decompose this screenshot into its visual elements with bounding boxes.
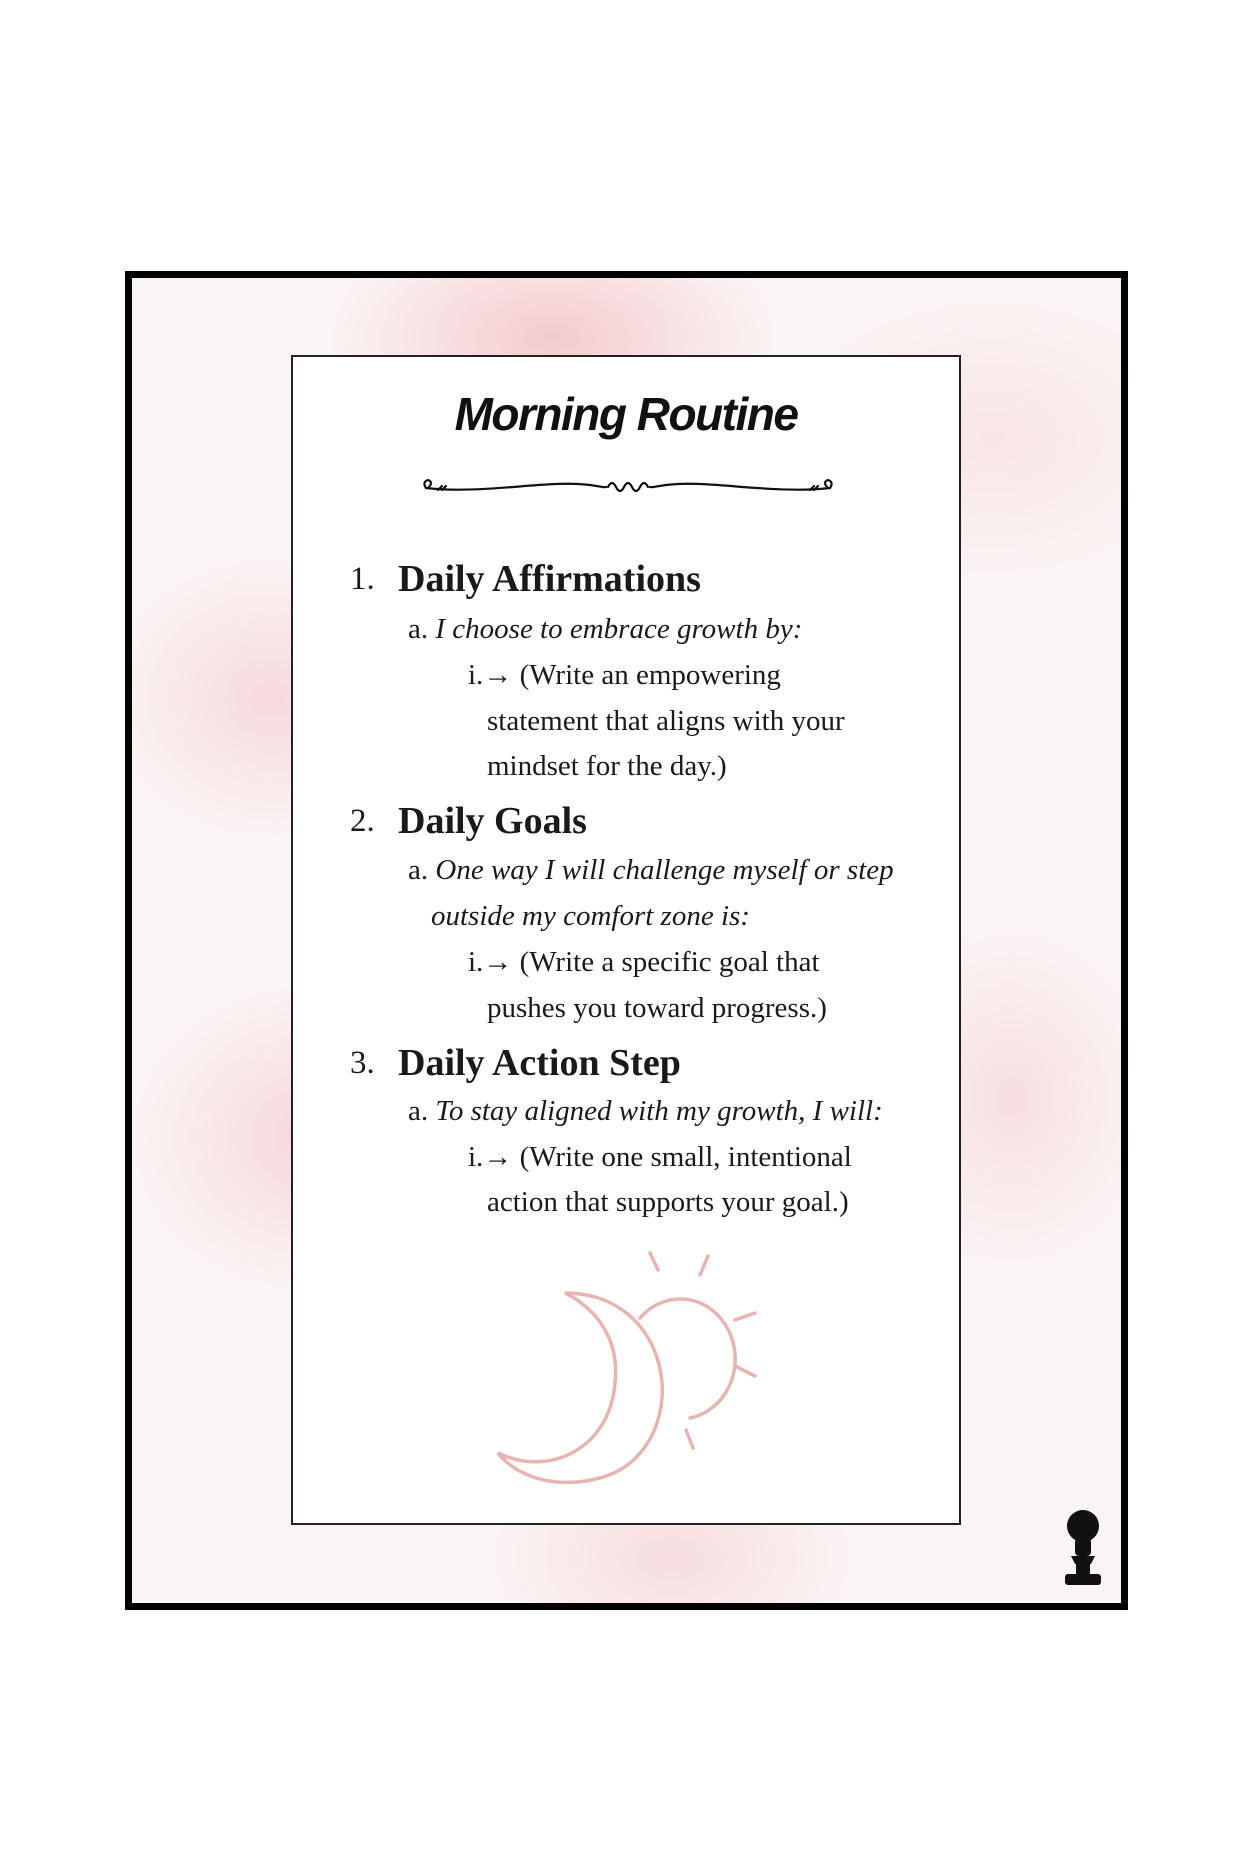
sub-item-line: I choose to embrace growth by: <box>435 613 803 645</box>
sub-item-letter: a. <box>408 854 429 886</box>
wax-seal-stamp-icon <box>1063 1510 1103 1586</box>
sub-item-line: To stay aligned with my growth, I will: <box>435 1095 883 1127</box>
detail-item <box>468 1134 852 1180</box>
page-title: Morning Routine <box>454 388 798 440</box>
sub-item-line: outside my comfort zone is: <box>431 900 750 932</box>
detail-marker: i.→ <box>468 1141 513 1173</box>
section-heading-affirmations <box>350 557 701 601</box>
detail-line: mindset for the day.) <box>487 750 727 782</box>
detail-line: statement that aligns with your <box>487 705 845 737</box>
detail-line: (Write an empowering <box>519 659 781 691</box>
section-heading-text: Daily Goals <box>398 800 587 842</box>
detail-line: pushes you toward progress.) <box>487 992 827 1024</box>
detail-line: (Write a specific goal that <box>519 946 820 978</box>
sub-item <box>408 1088 883 1134</box>
sub-item-line: One way I will challenge myself or step <box>435 854 894 886</box>
sub-item <box>408 606 802 652</box>
flourish-divider-icon <box>418 472 838 502</box>
detail-marker: i.→ <box>468 946 513 978</box>
section-number: 1. <box>350 561 375 597</box>
detail-item <box>468 652 781 698</box>
section-heading-text: Daily Affirmations <box>398 558 701 600</box>
sub-item <box>408 847 894 893</box>
detail-item <box>468 939 820 985</box>
section-number: 3. <box>350 1045 375 1081</box>
section-number: 2. <box>350 803 375 839</box>
detail-line: action that supports your goal.) <box>487 1186 849 1218</box>
moon-and-sun-icon <box>490 1248 770 1498</box>
sub-item-letter: a. <box>408 1095 429 1127</box>
detail-line: (Write one small, intentional <box>519 1141 852 1173</box>
sub-item-letter: a. <box>408 613 429 645</box>
detail-marker: i.→ <box>468 659 513 691</box>
section-heading-text: Daily Action Step <box>398 1042 681 1084</box>
section-heading-goals <box>350 799 587 843</box>
section-heading-action-step <box>350 1041 681 1085</box>
